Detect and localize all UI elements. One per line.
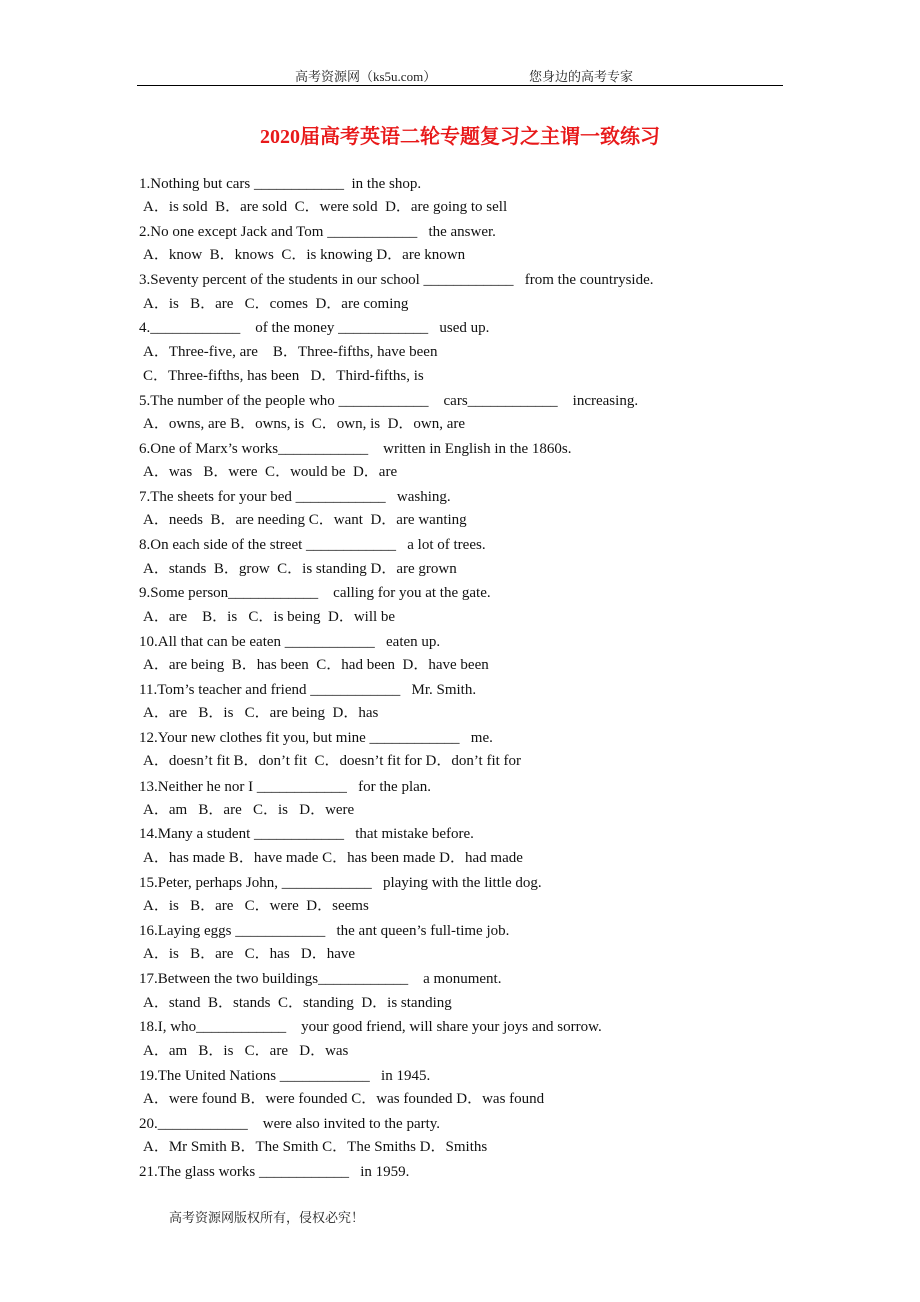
question-text: 21.The glass works ____________ in 1959. [139,1164,410,1180]
header-slogan: 您身边的高考专家 [529,69,634,84]
answer-options: A．stands B．grow C．is standing D．are grown [143,561,457,577]
answer-options: A．is B．are C．comes D．are coming [143,296,409,312]
question-text: 19.The United Nations ____________ in 1945. [139,1068,431,1084]
answer-options: A．is B．are C．has D．have [143,946,356,962]
answer-options: A．stand B．stands C．standing D．is standing [143,995,452,1011]
question-text: 2.No one except Jack and Tom ____________ the answer. [139,224,496,240]
question-text: 9.Some person____________ calling for you at the gate. [139,585,491,601]
question-text: 14.Many a student ____________ that mistake before. [139,826,474,842]
answer-options: A．has made B．have made C．has been made D．had made [143,850,523,866]
answer-options: A．is B．are C．were D．seems [143,898,369,914]
question-text: 13.Neither he nor I ____________ for the plan. [139,779,432,795]
question-text: 20.____________ were also invited to the party. [139,1116,441,1132]
question-text: 3.Seventy percent of the students in our school ____________ from the countryside. [139,272,654,288]
question-text: 7.The sheets for your bed ____________ washing. [139,489,451,505]
answer-options: A．doesn’t fit B．don’t fit C．doesn’t fit for D．don’t fit for [143,753,522,769]
question-text: 18.I, who____________ your good friend, will share your joys and sorrow. [139,1019,602,1035]
question-text: 16.Laying eggs ____________ the ant queen’s full-time job. [139,923,510,939]
answer-options: A．was B．were C．would be D．are [143,464,398,480]
answer-options: A．am B．are C．is D．were [143,802,355,818]
question-text: 11.Tom’s teacher and friend ____________ Mr. Smith. [139,682,477,698]
page-title: 2020届高考英语二轮专题复习之主谓一致练习 [260,126,660,148]
copyright-footer: 高考资源网版权所有，侵权必究！ [169,1210,365,1225]
question-text: 8.On each side of the street ____________ a lot of trees. [139,537,486,553]
question-text: 6.One of Marx’s works____________ written in English in the 1860s. [139,441,572,457]
question-text: 12.Your new clothes fit you, but mine ____________ me. [139,730,493,746]
answer-options: A．are being B．has been C．had been D．have been [143,657,489,673]
answer-options: A．Three-five, are B．Three-fifths, have been [143,344,438,360]
question-text: 17.Between the two buildings____________ a monument. [139,971,502,987]
answer-options: A．are B．is C．is being D．will be [143,609,396,625]
question-text: 4.____________ of the money ____________ used up. [139,320,490,336]
answer-options: A．were found B．were founded C．was founded D．was found [143,1091,545,1107]
answer-options: A．are B．is C．are being D．has [143,705,379,721]
answer-options: A．owns, are B．owns, is C．own, is D．own, are [143,416,466,432]
question-text: 10.All that can be eaten ____________ eaten up. [139,634,441,650]
header-divider [137,85,783,86]
header-site-name: 高考资源网（ks5u.com） [295,69,437,84]
question-text: 5.The number of the people who ____________ cars____________ increasing. [139,393,639,409]
answer-options: A．is sold B．are sold C．were sold D．are going to sell [143,199,508,215]
answer-options: C．Three-fifths, has been D．Third-fifths, is [143,368,424,384]
answer-options: A．Mr Smith B．The Smith C．The Smiths D．Smiths [143,1139,488,1155]
question-text: 15.Peter, perhaps John, ____________ playing with the little dog. [139,875,542,891]
question-text: 1.Nothing but cars ____________ in the shop. [139,176,422,192]
answer-options: A．needs B．are needing C．want D．are wanting [143,512,467,528]
answer-options: A．am B．is C．are D．was [143,1043,349,1059]
answer-options: A．know B．knows C．is knowing D．are known [143,247,466,263]
